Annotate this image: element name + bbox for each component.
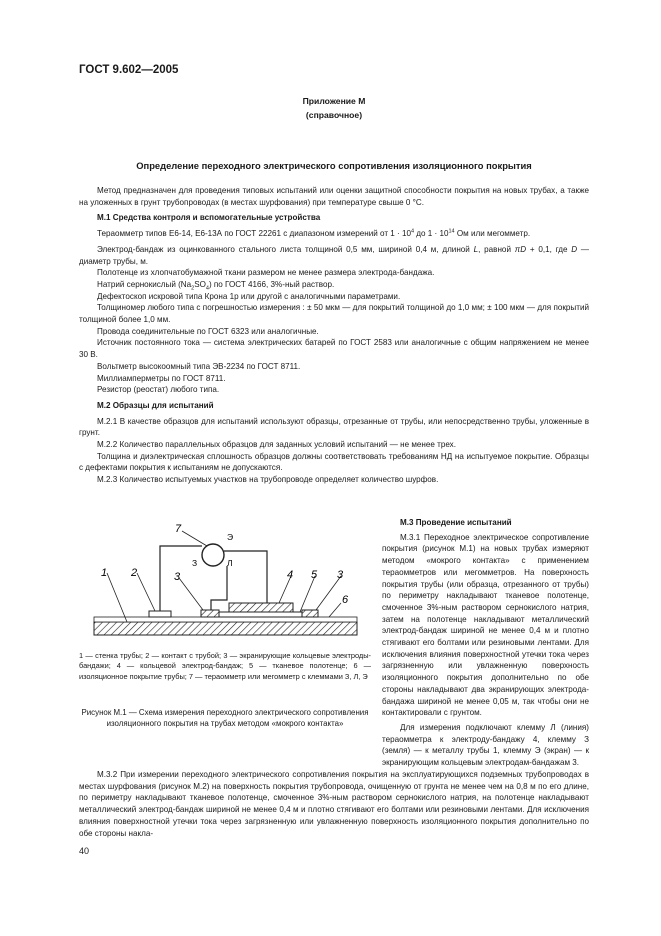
m31-paragraph: М.3.1 Переходное электрическое сопротивление покрытия (рисунок М.1) на новых трубах измеряют методом «мокрого контакта» с применением тераомметров или мегомметров. На поверхность покрытия трубы (или образца, отрезанного от трубы) по периметру накладывают тканевое полотенце, смоченное 3%-ным раствором сернокислого натрия, затем на полотенце накладывают металлический электрод-бандаж шириной не менее 0,4 м и плотно стягивают его болтами или резиновыми лентами. Для исключения влияния поверхностной утечки тока через загрязненную или увлажненную поверхность изоляционного покрытия дополнительно по обе стороны накладывают два экранирующих электрода-бандажа шириной не менее 0,05 м, так чтобы они не контактировали с грунтом. (382, 532, 589, 718)
electrode-length-symbol: L (473, 244, 479, 254)
screen-electrode-left (201, 610, 219, 617)
electrode-pi-d: πD (514, 244, 527, 254)
appendix-label: Приложение М (302, 96, 366, 106)
tera-text-b: до 1 · 10 (414, 229, 449, 239)
m21-paragraph: М.2.1 В качестве образцов для испытаний используют образцы, отрезанные от трубы, или непосредственно трубы, уложенные в грунт. (79, 416, 589, 438)
teraohmmeter (202, 544, 224, 566)
page-title: Определение переходного электрического сопротивления изоляционного покрытия (136, 160, 532, 171)
leader-5 (300, 576, 315, 612)
wire-ground (160, 546, 202, 611)
label-5: 5 (311, 569, 318, 581)
terminal-l: Л (227, 558, 233, 568)
ring-electrode (229, 603, 293, 612)
m23-paragraph: М.2.3 Количество испытуемых участков на трубопроводе определяет количество шурфов. (97, 475, 439, 485)
label-4: 4 (287, 569, 294, 581)
source-paragraph: Источник постоянного тока — система электрических батарей по ГОСТ 2583 или аналогичные с общим напряжением не менее 30 В. (79, 338, 589, 360)
label-7: 7 (175, 523, 182, 535)
defect-paragraph: Дефектоскоп искровой типа Крона 1р или другой с аналогичными параметрами. (97, 291, 401, 301)
pipe-wall (94, 622, 357, 635)
milliamp-paragraph: Миллиамперметры по ГОСТ 8711. (97, 373, 226, 383)
insulation-coating (94, 617, 357, 622)
tera-text-a: Тераомметр типов Е6-14, Е6-13А по ГОСТ 22261 с диапазоном измерений от 1 · 10 (97, 229, 411, 239)
pipe-contact (149, 611, 171, 617)
leader-6 (329, 603, 341, 617)
intro-paragraph: Метод предназначен для проведения типовых испытаний или оценки защитной способности покрытия на новых трубах, а также на уложенных в грунт трубопроводах (в местах шурфования) при температуре свыше 0 °С. (79, 186, 589, 207)
tera-exp-1: 4 (410, 228, 415, 235)
tera-text-c: Ом или мегомметр. (454, 229, 531, 239)
electrode-paragraph (79, 244, 589, 267)
electrode-text-b: , равной (478, 244, 515, 254)
electrode-d-symbol: D (571, 244, 578, 254)
label-3a: 3 (174, 571, 181, 583)
running-header: ГОСТ 9.602—2005 (79, 64, 179, 76)
section-m3-heading: М.3 Проведение испытаний (400, 518, 512, 527)
electrode-text-a: Электрод-бандаж из оцинкованного стального листа толщиной 0,5 мм, шириной 0,4 м, длиной (97, 244, 474, 254)
terminal-e: Э (227, 532, 234, 542)
resistor-paragraph: Резистор (реостат) любого типа. (97, 385, 220, 395)
m32-block (79, 769, 589, 839)
page-number: 40 (79, 846, 90, 856)
leader-3a (179, 578, 203, 610)
leader-1 (107, 573, 127, 622)
natrium-text-a: Натрий сернокислый (Na (97, 279, 192, 289)
electrode-text-d: — диаметр трубы, м. (79, 244, 590, 266)
wire-screen (211, 566, 227, 610)
leader-2 (137, 573, 155, 611)
natrium-text-b: SO (194, 279, 206, 289)
section-m1-heading: М.1 Средства контроля и вспомогательные устройства (97, 213, 321, 223)
leader-7 (182, 531, 207, 546)
body-text-top (79, 185, 589, 486)
m31b-paragraph: Для измерения подключают клемму Л (линия) тераомметра к электроду-бандажу 4, клемму З (земля) — к металлу трубы 1, клемму Э (экран) — к экранирующим кольцевым электродам-бандажам 3. (382, 722, 589, 768)
appendix-note: (справочное) (305, 110, 363, 120)
figure-m1-diagram (79, 518, 375, 648)
m22-paragraph: М.2.2 Количество параллельных образцов для заданных условий испытаний — не менее трех. (97, 440, 456, 450)
m22b-paragraph: Толщина и диэлектрическая сплошность образцов должны соответствовать требованиям НД на испытуемое покрытие. Образцы с дефектами покрытия к испытаниям не допускаются. (79, 451, 589, 473)
natrium-text-c: ) по ГОСТ 4166, 3%-ный раствор. (208, 279, 335, 289)
thickness-paragraph: Толщиномер любого типа с погрешностью измерения : ± 50 мкм — для покрытий толщиной до 1,0 мм; ± 100 мкм — для покрытий толщиной более 1,0 мм. (79, 303, 589, 325)
label-2: 2 (131, 567, 138, 579)
label-1: 1 (101, 567, 108, 579)
screen-electrode-right (302, 610, 318, 617)
tera-exp-2: 14 (448, 228, 455, 235)
figure-caption: Рисунок М.1 — Схема измерения переходного электрического сопротивления изоляционного покрытия на трубах методом «мокрого контакта» (81, 708, 369, 729)
natrium-sub-1: 2 (191, 285, 195, 292)
label-6: 6 (342, 594, 349, 606)
figure-legend: 1 — стенка трубы; 2 — контакт с трубой; 3 — экранирующие кольцевые электроды-бандажи; 4 — кольцевой электрод-бандаж; 5 — тканевое полотенце; 6 — изоляционное покрытие трубы; 7 — тераомметр или мегомметр с клеммами З, Л, Э (79, 651, 371, 681)
section-m2-heading: М.2 Образцы для испытаний (97, 400, 214, 410)
tera-paragraph (79, 228, 589, 240)
wires-paragraph: Провода соединительные по ГОСТ 6323 или аналогичные. (97, 326, 319, 336)
leader-3b (316, 576, 341, 610)
electrode-text-c: + 0,1, где (526, 244, 572, 254)
m3-column (382, 517, 589, 769)
voltmeter-paragraph: Вольтметр высокоомный типа ЭВ-2234 по ГОСТ 8711. (97, 361, 301, 371)
natrium-paragraph (79, 279, 589, 291)
terminal-z: З (192, 558, 198, 568)
natrium-sub-2: 4 (205, 285, 209, 292)
m32-paragraph: М.3.2 При измерении переходного электрического сопротивления покрытия на эксплуатирующихся подземных трубопроводах в местах шурфования (рисунок М.2) на поверхность покрытия трубопровода, очищенную от грунта не менее чем на 0,8 м по его длине, по периметру накладывают тканевое полотенце, смоченное 3%-ным раствором сернокислого натрия, на полотенце накладывают металлический электрод-бандаж шириной не менее 0,4 м и плотно стягивают его болтами или резиновыми лентами. Для исключения влияния поверхностной утечки тока через загрязненную или увлажненную поверхность изоляционного покрытия дополнительно по обе стороны накла- (79, 770, 589, 838)
label-3b: 3 (337, 569, 344, 581)
towel (219, 612, 302, 617)
towel-paragraph: Полотенце из хлопчатобумажной ткани размером не менее размера электрода-бандажа. (97, 268, 435, 278)
